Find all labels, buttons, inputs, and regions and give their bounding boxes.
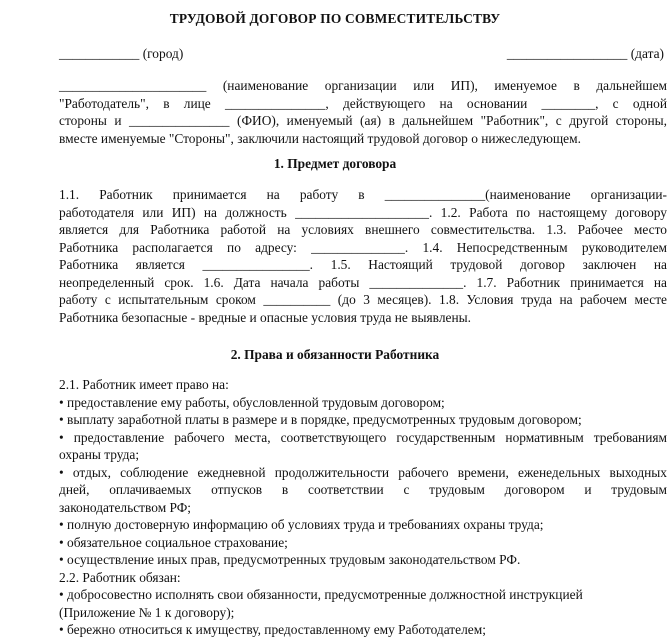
- section1-line: является для Работника работой на условиях внешнего совместительства. 1.3. Рабочее место: [59, 222, 667, 237]
- section2-line: • бережно относиться к имуществу, предоставленному ему Работодателем;: [59, 622, 486, 637]
- city-field: ____________ (город): [59, 46, 184, 61]
- section2-line: дней, оплачиваемых отпусков в соответствии с трудовым договором и трудовым: [59, 482, 667, 497]
- section1-line: Работника располагается по адресу: ______________. 1.4. Непосредственным руководителем: [59, 239, 667, 255]
- section2-line: • предоставление ему работы, обусловленной трудовым договором;: [59, 394, 445, 410]
- section2-line: • добросовестно исполнять свои обязанности, предусмотренные должностной инструкцией: [59, 587, 583, 602]
- section1-line: неопределенный срок. 1.6. Дата начала работы ______________. 1.7. Работник принимается на: [59, 274, 667, 290]
- section2-line: • полную достоверную информацию об условиях труда и требованиях охраны труда;: [59, 517, 544, 532]
- section2-heading: 2. Права и обязанности Работника: [230, 347, 440, 362]
- section2-line: (Приложение № 1 к договору);: [59, 604, 235, 620]
- document-title: ТРУДОВОЙ ДОГОВОР ПО СОВМЕСТИТЕЛЬСТВУ: [169, 11, 501, 26]
- section1-paragraph: [59, 186, 667, 326]
- date-field: __________________ (дата): [506, 46, 664, 61]
- intro-line: стороны и _______________ (ФИО), именуемый (ая) в дальнейшем "Работник", с другой стороны,: [59, 113, 667, 128]
- section2-line: • обязательное социальное страхование;: [59, 534, 288, 550]
- section2-line: • осуществление иных прав, предусмотренных трудовым законодательством РФ.: [59, 552, 521, 567]
- intro-line: "Работодатель", в лице _______________, действующего на основании ________, с одной: [59, 95, 667, 111]
- section2-paragraph: [59, 376, 667, 639]
- section1-line: работу с испытательным сроком __________ (до 3 месяцев). 1.8. Условия труда на рабочем месте: [59, 292, 667, 307]
- section2-line: законодательством РФ;: [59, 499, 192, 515]
- section2-line: • отдых, соблюдение ежедневной продолжительности рабочего времени, еженедельных выходных: [59, 464, 667, 480]
- intro-line: вместе именуемые "Стороны", заключили настоящий трудовой договор о нижеследующем.: [59, 130, 581, 146]
- section1-line: 1.1. Работник принимается на работу в _______________(наименование организации-: [59, 187, 667, 202]
- section1-line: Работника безопасные - вредные и опасные условия труда не выявлены.: [59, 309, 471, 325]
- section2-line: • выплату заработной платы в размере и в порядке, предусмотренных трудовым договором;: [59, 412, 582, 427]
- section2-line: • предоставление рабочего места, соответствующего государственным нормативным требованиям: [59, 429, 667, 445]
- section1-line: Работника является ________________. 1.5. Настоящий трудовой договор заключен на: [59, 257, 667, 272]
- section2-line: охраны труда;: [59, 447, 140, 462]
- section1-line: работодателя или ИП) на должность ____________________. 1.2. Работа по настоящему договору: [59, 204, 667, 220]
- section2-line: 2.2. Работник обязан:: [59, 569, 181, 585]
- intro-paragraph: [59, 77, 667, 147]
- section2-line: 2.1. Работник имеет право на:: [59, 377, 229, 392]
- section1-heading: 1. Предмет договора: [273, 156, 397, 171]
- intro-line: ______________________ (наименование организации или ИП), именуемое в дальнейшем: [59, 78, 667, 93]
